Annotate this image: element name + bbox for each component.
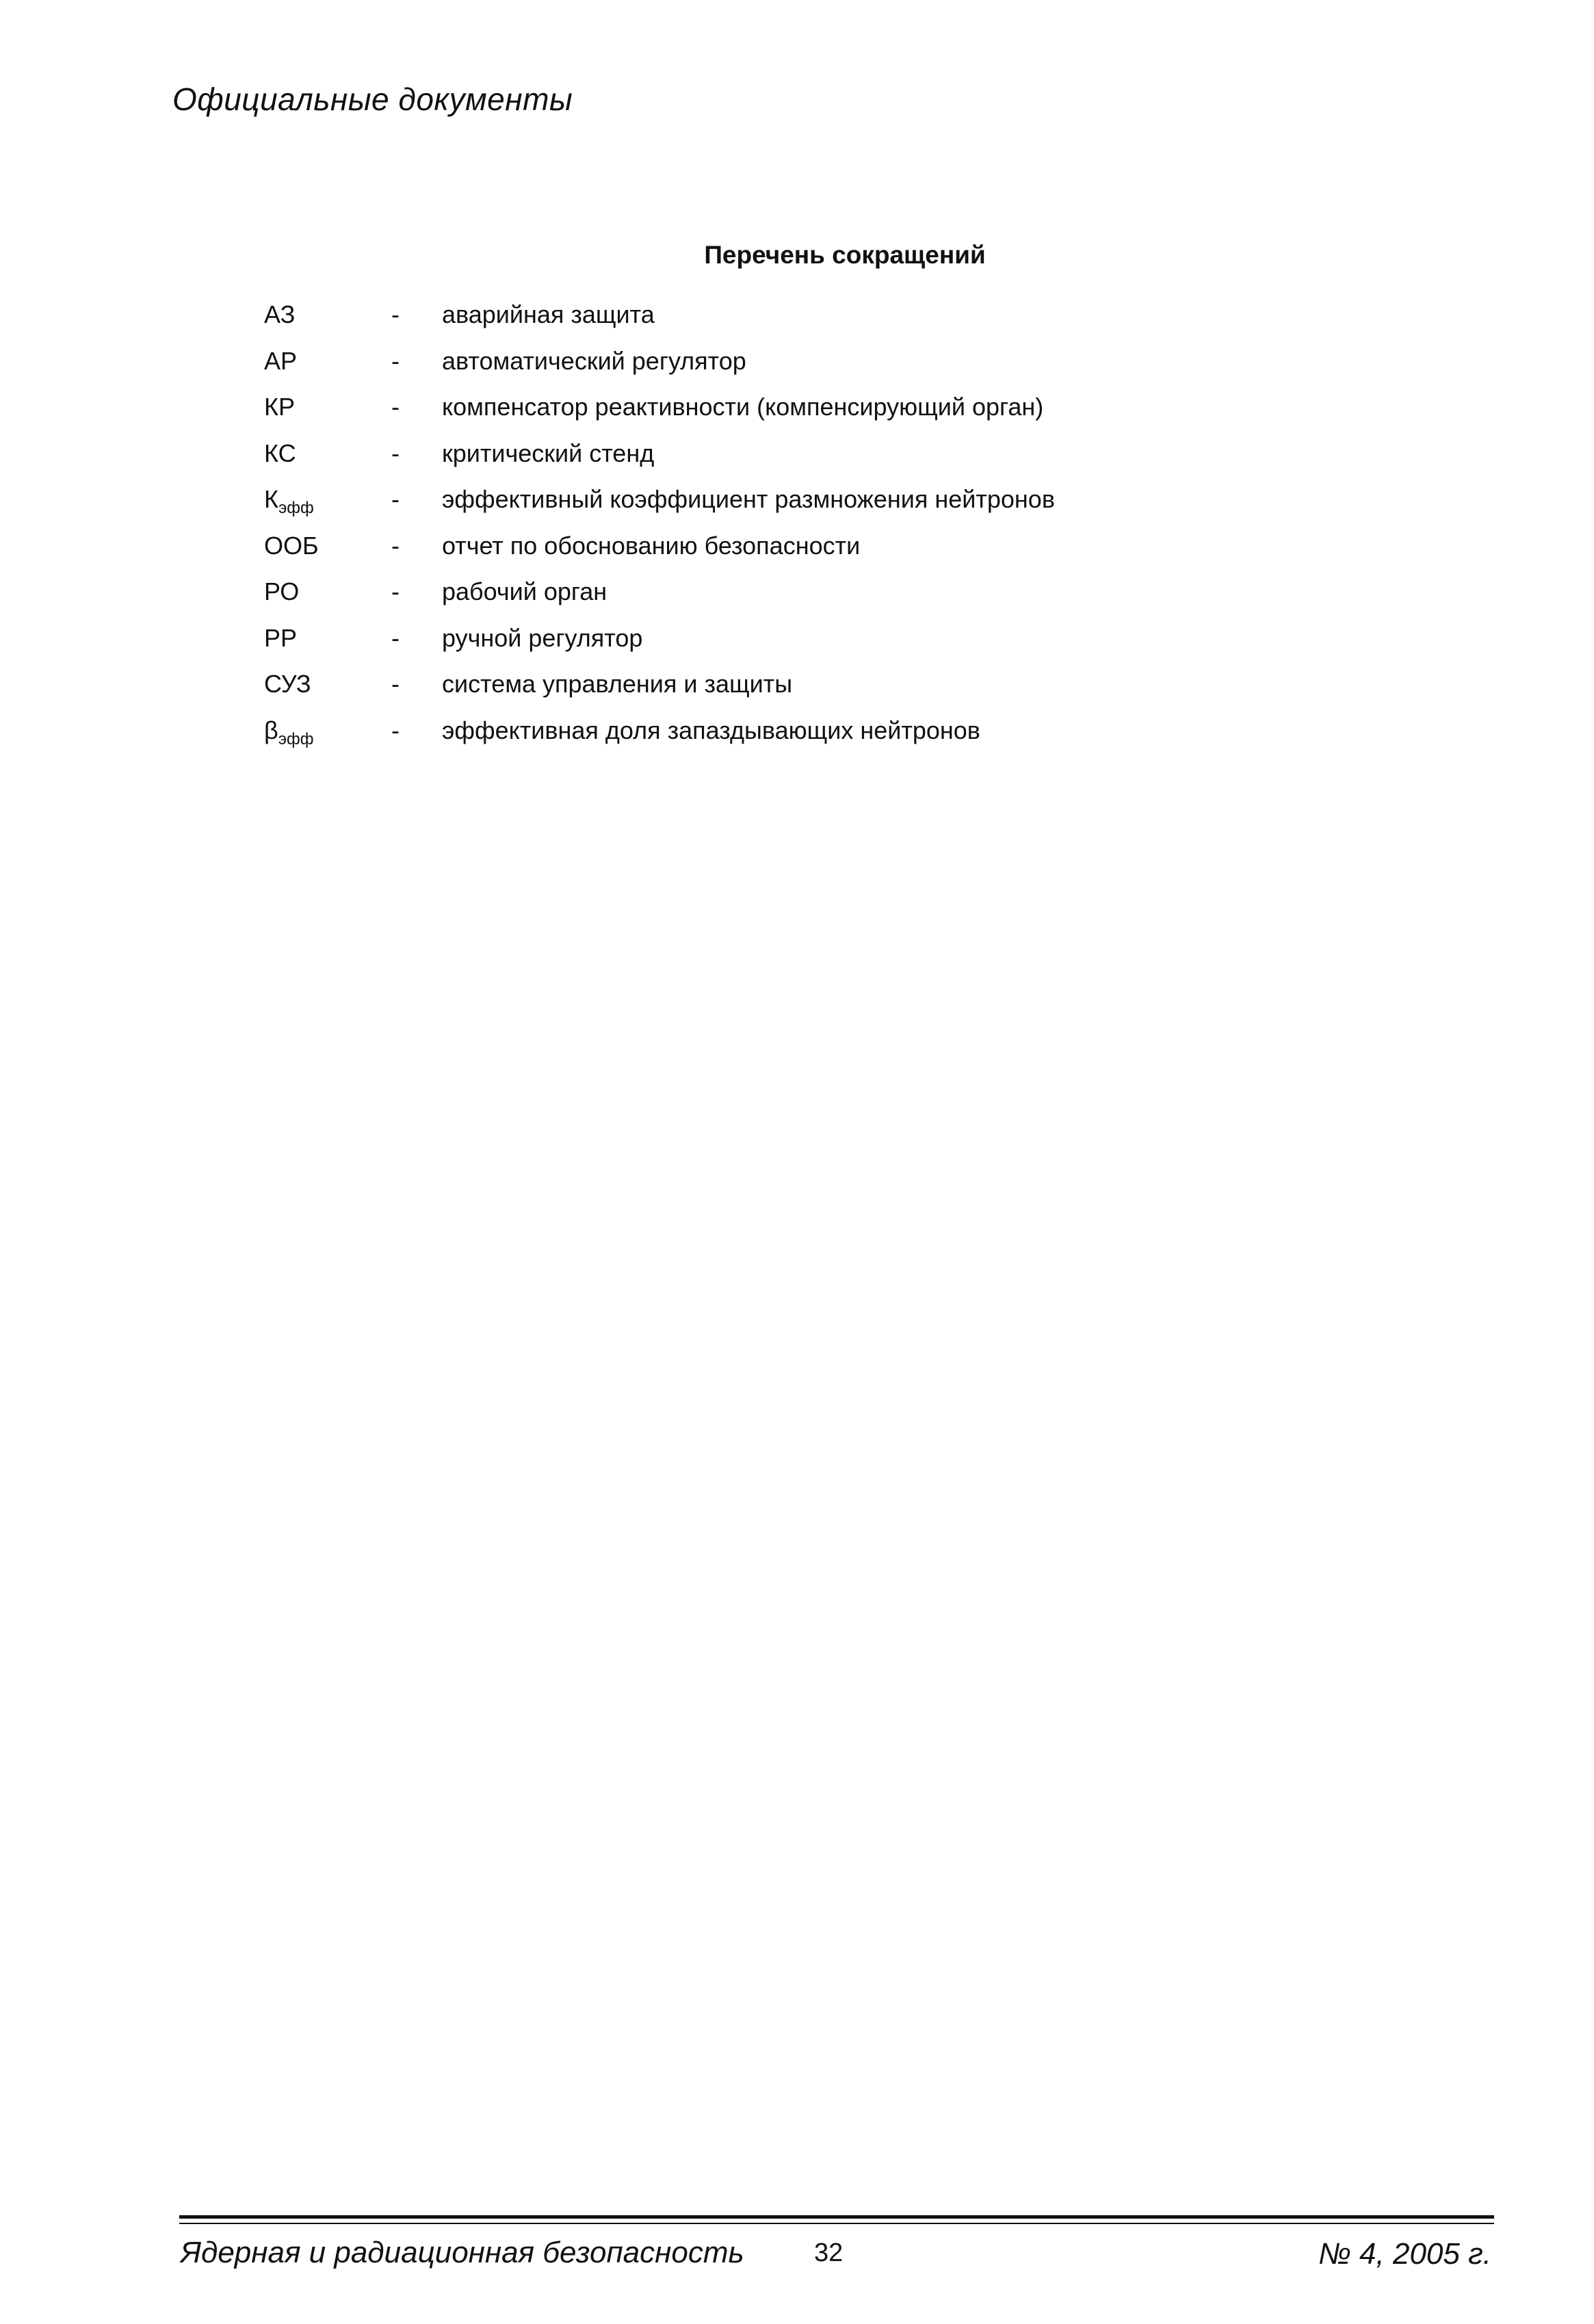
abbreviation-definition: отчет по обоснованию безопасности xyxy=(442,531,861,560)
abbreviation-row xyxy=(264,483,1427,530)
abbreviation-term: КС xyxy=(264,439,296,467)
page-number: 32 xyxy=(814,2238,844,2267)
footer-divider xyxy=(179,2215,1494,2219)
abbreviation-row xyxy=(264,530,1427,576)
abbreviation-subscript: эфф xyxy=(278,499,314,517)
abbreviation-row xyxy=(264,437,1427,484)
abbreviation-dash: - xyxy=(391,577,400,605)
abbreviation-row xyxy=(264,575,1427,622)
abbreviation-term: $К_{эфф}$ xyxy=(264,485,314,517)
abbreviation-row xyxy=(264,345,1427,391)
abbreviation-definition: критический стенд xyxy=(442,439,655,467)
section-title: Перечень сокращений xyxy=(704,241,986,269)
abbreviation-dash: - xyxy=(391,670,400,698)
abbreviation-definition: компенсатор реактивности (компенсирующий орган) xyxy=(442,393,1044,421)
abbreviation-definition: автоматический регулятор xyxy=(442,346,746,375)
abbreviation-subscript: эфф xyxy=(278,729,314,748)
abbreviation-term: КР xyxy=(264,393,295,421)
footer-issue: № 4, 2005 г. xyxy=(1318,2237,1491,2271)
abbreviation-definition: эффективный коэффициент размножения нейтронов xyxy=(442,485,1055,513)
abbreviation-row xyxy=(264,391,1427,437)
abbreviation-term: $\beta_{эфф}$ xyxy=(264,716,314,748)
abbreviation-dash: - xyxy=(391,346,400,375)
abbreviation-definition: эффективная доля запаздывающих нейтронов xyxy=(442,716,980,744)
abbreviation-dash: - xyxy=(391,531,400,560)
abbreviation-definition: система управления и защиты xyxy=(442,670,793,698)
abbreviation-dash: - xyxy=(391,716,400,744)
abbreviation-row xyxy=(264,668,1427,714)
abbreviation-dash: - xyxy=(391,485,400,513)
abbreviation-row xyxy=(264,714,1427,761)
abbreviation-list xyxy=(264,298,1427,760)
abbreviation-row xyxy=(264,298,1427,345)
abbreviation-term: АР xyxy=(264,346,298,375)
abbreviation-dash: - xyxy=(391,393,400,421)
abbreviation-definition: ручной регулятор xyxy=(442,623,643,652)
abbreviation-definition: рабочий орган xyxy=(442,577,607,605)
abbreviation-term: РР xyxy=(264,623,298,652)
abbreviation-term: ООБ xyxy=(264,531,319,560)
abbreviation-dash: - xyxy=(391,300,400,328)
abbreviation-term: РО xyxy=(264,577,300,605)
running-header: Официальные документы xyxy=(172,81,573,117)
footer-divider-thin xyxy=(179,2223,1494,2224)
abbreviation-dash: - xyxy=(391,439,400,467)
abbreviation-row xyxy=(264,622,1427,668)
abbreviation-term: АЗ xyxy=(264,300,296,328)
footer-journal-title: Ядерная и радиационная безопасность xyxy=(181,2236,744,2269)
abbreviation-definition: аварийная защита xyxy=(442,300,655,328)
abbreviation-dash: - xyxy=(391,623,400,652)
abbreviation-term: СУЗ xyxy=(264,670,311,698)
